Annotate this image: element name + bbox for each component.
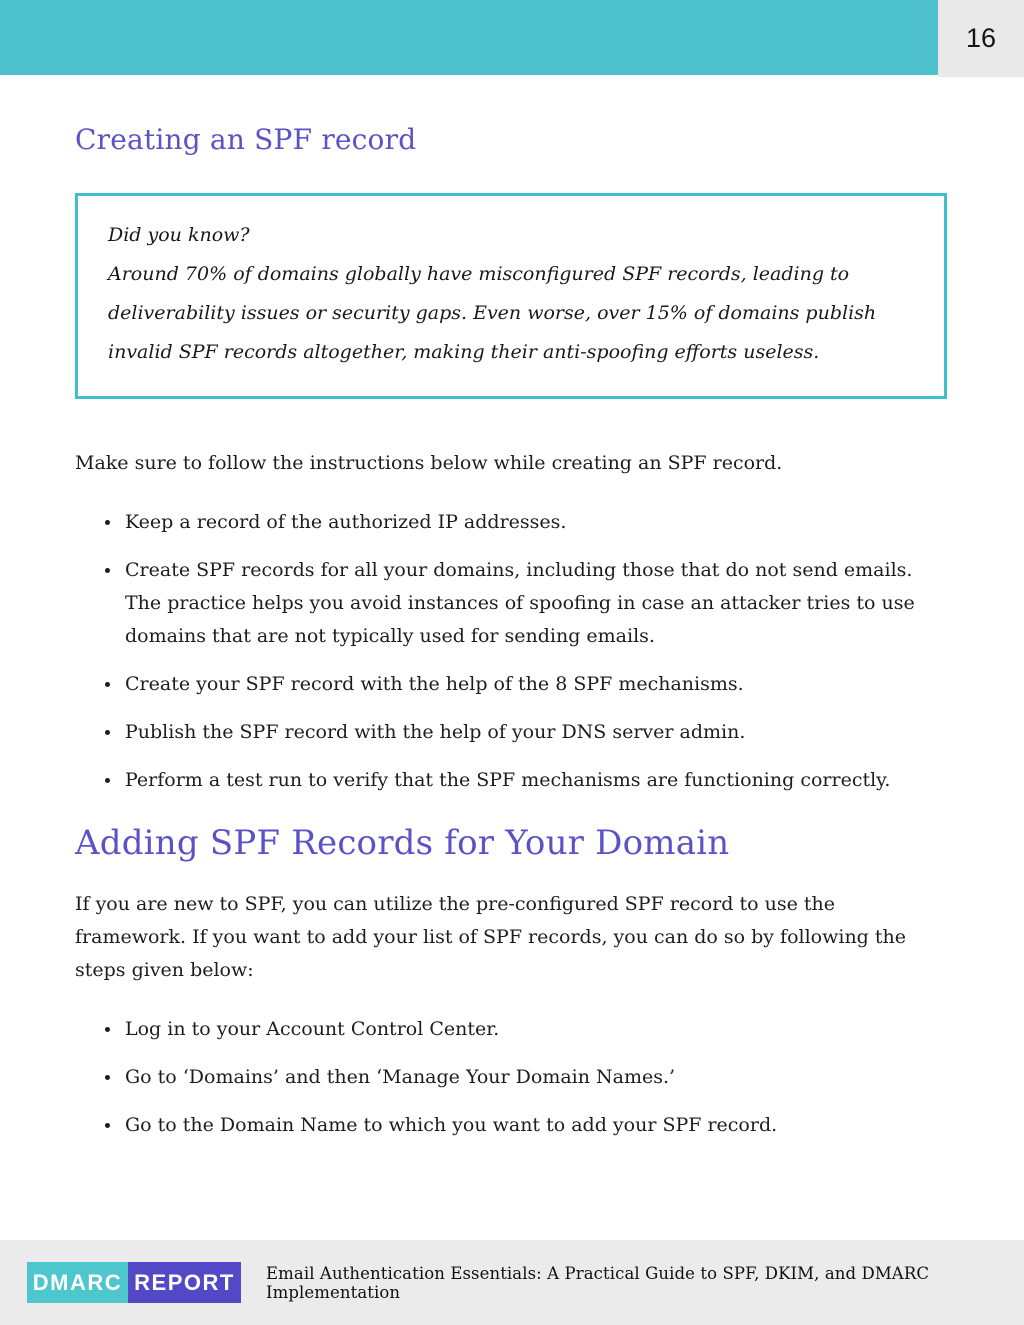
did-you-know-box bbox=[75, 193, 947, 399]
page-header-bar bbox=[0, 0, 1024, 75]
adding-intro-paragraph: If you are new to SPF, you can utilize the pre-configured SPF record to use the framework. If you want to add your list of SPF records, you can do so by following the steps given below: bbox=[75, 892, 906, 981]
page-number: 16 bbox=[938, 0, 1024, 77]
heading-creating-spf-record: Creating an SPF record bbox=[75, 123, 417, 156]
list-item: Go to the Domain Name to which you want to add your SPF record. bbox=[125, 1109, 947, 1142]
logo-dmarc-segment: DMARC bbox=[27, 1262, 128, 1303]
list-item: Perform a test run to verify that the SPF mechanisms are functioning correctly. bbox=[125, 764, 947, 797]
list-item: Go to ‘Domains’ and then ‘Manage Your Domain Names.’ bbox=[125, 1061, 947, 1094]
logo-report-segment: REPORT bbox=[128, 1262, 241, 1303]
list-item: Create SPF records for all your domains, including those that do not send emails. The practice helps you avoid instances of spoofing in case an attacker tries to use domains that are not typically used for sending emails. bbox=[125, 554, 947, 653]
list-item: Create your SPF record with the help of the 8 SPF mechanisms. bbox=[125, 668, 947, 701]
spf-instructions-list bbox=[75, 506, 947, 797]
heading-adding-spf-records: Adding SPF Records for Your Domain bbox=[75, 823, 730, 863]
domain-steps-list bbox=[75, 1013, 947, 1142]
dmarc-report-logo bbox=[27, 1262, 241, 1303]
intro-paragraph: Make sure to follow the instructions below while creating an SPF record. bbox=[75, 452, 783, 474]
list-item: Keep a record of the authorized IP addresses. bbox=[125, 506, 947, 539]
callout-title: Did you know? bbox=[108, 224, 250, 246]
page-content bbox=[0, 75, 1024, 1240]
page-footer bbox=[0, 1240, 1024, 1325]
footer-book-title: Email Authentication Essentials: A Practical Guide to SPF, DKIM, and DMARC Implementation bbox=[266, 1263, 930, 1302]
list-item: Log in to your Account Control Center. bbox=[125, 1013, 947, 1046]
list-item: Publish the SPF record with the help of your DNS server admin. bbox=[125, 716, 947, 749]
callout-body: Around 70% of domains globally have misconfigured SPF records, leading to deliverability issues or security gaps. Even worse, over 15% of domains publish invalid SPF records altogether, making their anti-spoofing efforts useless. bbox=[108, 263, 877, 363]
